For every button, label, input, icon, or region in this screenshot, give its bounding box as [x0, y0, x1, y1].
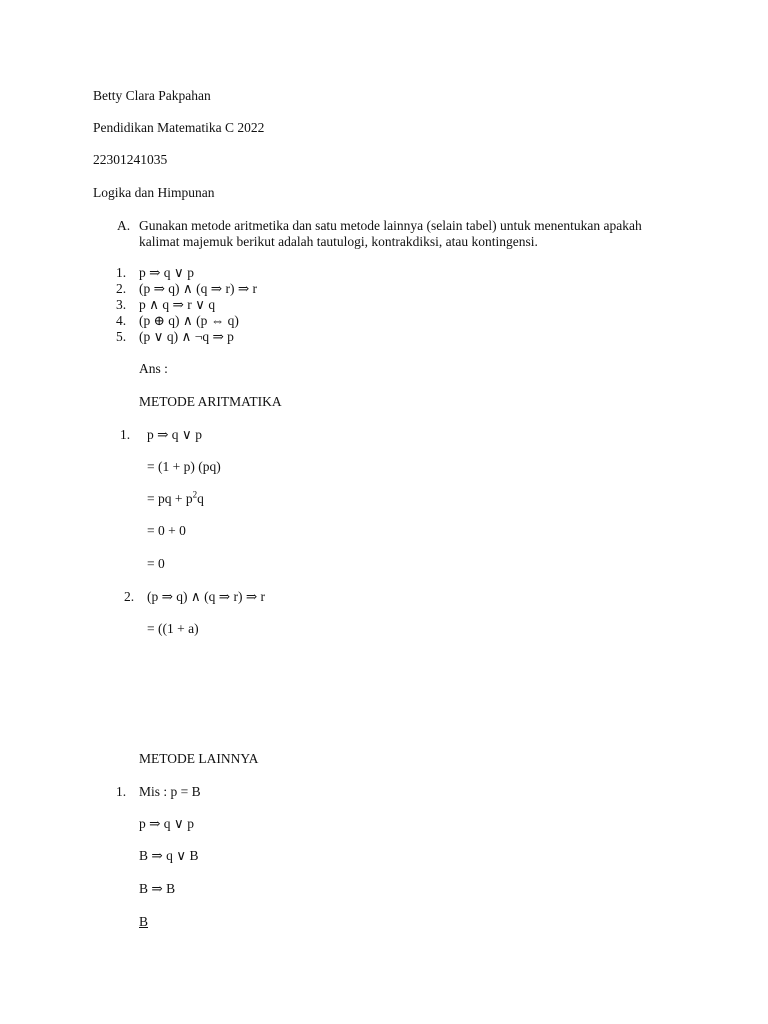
problem-number: 1. — [116, 265, 127, 280]
answer-label: Ans : — [139, 361, 168, 376]
arith-item-2-number: 2. — [124, 589, 135, 604]
other-item-1-line-2: B ⇒ q ∨ B — [139, 848, 199, 863]
other-item-1-line-3: B ⇒ B — [139, 881, 176, 896]
other-item-1-line-1: p ⇒ q ∨ p — [139, 816, 194, 831]
problem-expression: p ∧ q ⇒ r ∨ q — [139, 297, 216, 312]
arith-item-1-step-3: = 0 + 0 — [147, 523, 186, 538]
other-method-title: METODE LAINNYA — [139, 751, 259, 766]
arith-item-2-step-1: = ((1 + a) — [147, 621, 199, 636]
arithmetic-method-title: METODE ARITMATIKA — [139, 394, 282, 409]
problem-number: 2. — [116, 281, 127, 296]
arith-item-1-step-1: = (1 + p) (pq) — [147, 459, 221, 474]
arith-item-1-expression: p ⇒ q ∨ p — [147, 427, 202, 442]
other-item-1-result: B — [139, 914, 149, 929]
step-2-exponent: 2 — [192, 489, 198, 500]
problem-expression: p ⇒ q ∨ p — [139, 265, 194, 280]
problem-expression: (p ⇒ q) ∧ (q ⇒ r) ⇒ r — [139, 281, 258, 296]
problem-number: 4. — [116, 313, 127, 328]
problem-number: 5. — [116, 329, 127, 344]
student-id: 22301241035 — [93, 152, 168, 167]
task-text-line-2: kalimat majemuk berikut adalah tautulogi, kontrakdiksi, atau kontingensi. — [139, 234, 538, 249]
author-name: Betty Clara Pakpahan — [93, 88, 211, 103]
arith-item-1-step-2 — [147, 491, 204, 507]
arith-item-1-step-4: = 0 — [147, 556, 165, 571]
problem-expression: (p ⊕ q) ∧ (p ⇔ q) — [139, 313, 239, 328]
other-item-1-assumption: Mis : p = B — [139, 784, 201, 799]
step-2-tail: q — [197, 491, 204, 506]
problem-expression: (p ∨ q) ∧ ¬q ⇒ p — [139, 329, 234, 344]
study-program: Pendidikan Matematika C 2022 — [93, 120, 265, 135]
step-2-base: = pq + p — [147, 491, 193, 506]
task-label: A. — [117, 218, 131, 233]
course-title: Logika dan Himpunan — [93, 185, 215, 200]
arith-item-2-expression: (p ⇒ q) ∧ (q ⇒ r) ⇒ r — [147, 589, 266, 604]
arith-item-1-number: 1. — [120, 427, 131, 442]
task-text-line-1: Gunakan metode aritmetika dan satu metode lainnya (selain tabel) untuk menentukan apakah — [139, 218, 642, 233]
other-item-1-number: 1. — [116, 784, 127, 799]
problem-number: 3. — [116, 297, 127, 312]
